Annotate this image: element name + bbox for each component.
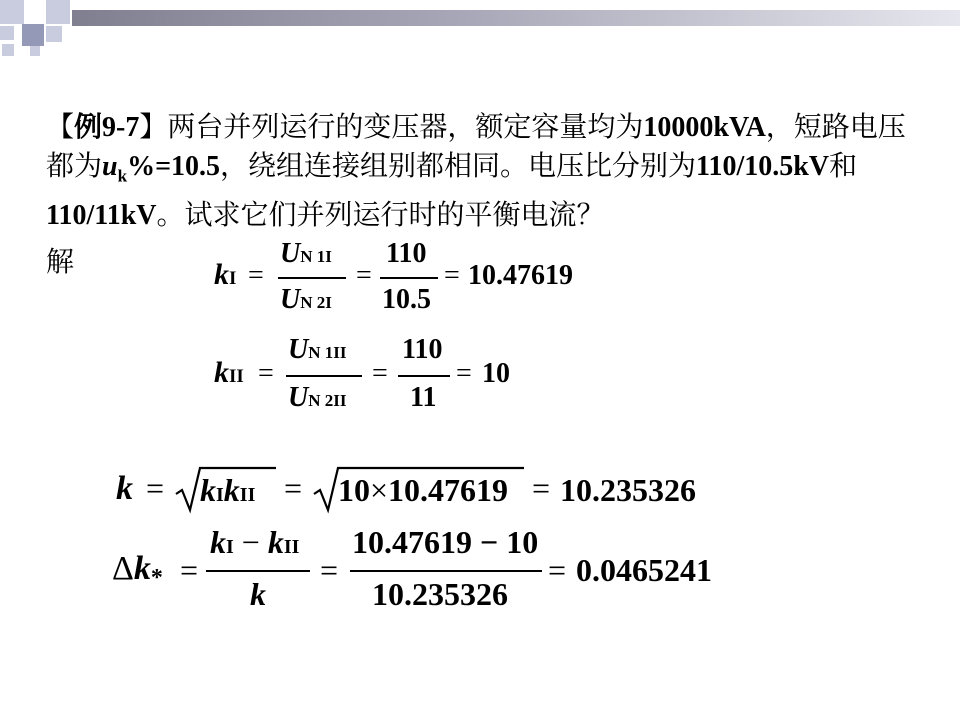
problem-text-2: ，短路电压都为 <box>46 110 906 182</box>
problem-text-1: 两台并列运行的变压器，额定容量均为 <box>167 110 644 143</box>
eq2-equals-2: = <box>372 358 388 389</box>
eq4-delta: Δ <box>112 550 134 587</box>
problem-text-5: 。试求它们并列运行时的平衡电流？ <box>156 197 605 231</box>
eq4-fraction-line-2 <box>350 570 542 572</box>
eq2-equals-1: = <box>258 358 274 389</box>
eq2-lhs-var: k <box>214 356 229 389</box>
eq2-den-var: U <box>288 382 309 413</box>
deco-square <box>30 46 40 56</box>
eq2-equals-3: = <box>456 358 472 389</box>
eq4-num-sub2: II <box>283 536 300 558</box>
eq2-num-sub: N 1II <box>308 343 347 362</box>
deco-square <box>0 26 14 40</box>
capacity-value: 10000kVA <box>643 112 766 143</box>
problem-text-4: 和 <box>829 149 858 182</box>
slide-decoration <box>0 0 960 60</box>
deco-square <box>46 0 70 24</box>
eq4-equals-1: = <box>180 552 199 588</box>
eq3-equals-2: = <box>284 470 303 506</box>
eq3-product-b: 10.47619 <box>388 472 509 508</box>
eq3-times: × <box>370 472 389 508</box>
eq4-den-value: 10.235326 <box>372 576 508 612</box>
eq3-result: 10.235326 <box>560 472 696 508</box>
eq4-num-value: 10.47619 − 10 <box>352 524 539 560</box>
ratio-2: 110/11kV <box>46 199 157 231</box>
eq3-k2: k <box>223 472 240 508</box>
bracket-open: 【 <box>46 110 75 143</box>
problem-statement <box>46 108 926 235</box>
eq3-product-a: 10 <box>338 472 370 508</box>
eq4-den: k <box>250 576 266 612</box>
eq1-equals-2: = <box>356 260 372 291</box>
deco-square <box>2 44 14 56</box>
eq1-num-var: U <box>280 238 301 269</box>
eq4-num-k2: k <box>267 524 284 560</box>
deco-stripe <box>72 10 960 26</box>
eq1-fraction-line-2 <box>380 277 438 279</box>
eq2-num-var: U <box>288 334 309 365</box>
eq2-fraction-line-1 <box>286 375 362 377</box>
eq2-result: 10 <box>482 358 510 389</box>
eq1-result: 10.47619 <box>468 260 573 291</box>
uk-subscript: k <box>117 166 128 186</box>
eq2-den-value: 11 <box>410 382 437 413</box>
eq1-lhs-sub: I <box>229 268 237 289</box>
eq3-lhs: k <box>116 470 133 507</box>
deco-square <box>46 26 62 42</box>
eq1-den-var: U <box>280 284 301 315</box>
eq1-num-sub: N 1I <box>300 247 332 266</box>
eq4-minus: − <box>241 524 260 560</box>
eq1-equals-3: = <box>444 260 460 291</box>
eq4-result: 0.0465241 <box>576 552 712 588</box>
eq2-num-value: 110 <box>402 334 443 365</box>
ratio-1: 110/10.5kV <box>696 151 830 182</box>
eq1-num-value: 110 <box>386 238 427 269</box>
eq3-sub2: II <box>239 484 256 506</box>
example-number: 9-7 <box>102 112 140 143</box>
solution-label: 解 <box>46 245 75 278</box>
eq4-star: * <box>150 565 163 591</box>
eq4-var: k <box>133 550 151 587</box>
eq1-lhs-var: k <box>214 258 229 291</box>
eq1-fraction-line-1 <box>278 277 346 279</box>
eq4-equals-3: = <box>548 552 567 588</box>
eq4-fraction-line-1 <box>206 570 310 572</box>
eq4-equals-2: = <box>320 552 339 588</box>
eq3-k1: k <box>200 472 216 508</box>
eq2-lhs-sub: II <box>229 366 244 387</box>
eq2-den-sub: N 2II <box>308 391 347 410</box>
eq3-equals-3: = <box>532 470 551 506</box>
example-label: 例 <box>74 110 103 143</box>
eq1-den-sub: N 2I <box>300 293 332 312</box>
uk-value: %=10.5 <box>127 151 221 182</box>
deco-square <box>24 0 44 20</box>
eq4-num-k1: k <box>210 524 226 560</box>
deco-square <box>0 0 24 24</box>
eq2-fraction-line-2 <box>398 375 450 377</box>
problem-text-3: ，绕组连接组别都相同。电压比分别为 <box>220 149 697 182</box>
eq4-num-sub1: I <box>226 536 234 558</box>
bracket-close: 】 <box>139 110 168 143</box>
eq1-equals-1: = <box>248 260 264 291</box>
eq3-equals-1: = <box>146 470 165 506</box>
eq1-den-value: 10.5 <box>382 284 431 315</box>
eq3-sub1: I <box>216 484 224 506</box>
uk-variable: u <box>102 151 118 182</box>
deco-square <box>22 24 44 46</box>
